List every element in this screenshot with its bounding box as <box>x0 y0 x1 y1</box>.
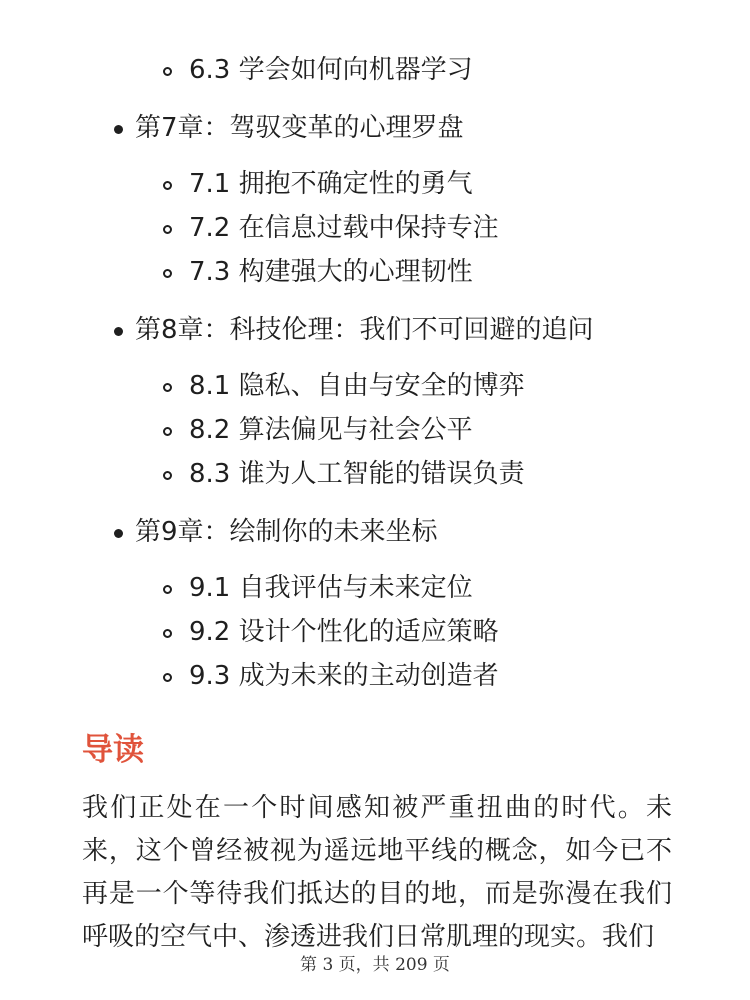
toc-subsection-8-1[interactable]: 8.1 隐私、自由与安全的博弈 <box>189 371 525 401</box>
list-bullet-circle <box>163 585 172 594</box>
toc-subsection-9-1[interactable]: 9.1 自我评估与未来定位 <box>189 573 473 603</box>
list-bullet-circle <box>163 269 172 278</box>
list-bullet-circle <box>163 673 172 682</box>
toc-subsection-8-3[interactable]: 8.3 谁为人工智能的错误负责 <box>189 459 525 489</box>
list-bullet-circle <box>163 471 172 480</box>
toc-subsection-7-1[interactable]: 7.1 拥抱不确定性的勇气 <box>189 169 473 199</box>
list-bullet-disc <box>114 125 123 134</box>
toc-subsection-8-2[interactable]: 8.2 算法偏见与社会公平 <box>189 415 473 445</box>
list-bullet-disc <box>114 327 123 336</box>
toc-chapter-7[interactable]: 第7章：驾驭变革的心理罗盘 <box>135 113 464 143</box>
page-footer: 第 3 页，共 209 页 <box>300 955 450 975</box>
list-bullet-circle <box>163 383 172 392</box>
list-bullet-disc <box>114 529 123 538</box>
list-bullet-circle <box>163 629 172 638</box>
toc-subsection-9-2[interactable]: 9.2 设计个性化的适应策略 <box>189 617 499 647</box>
section-heading: 导读 <box>82 732 144 768</box>
toc-chapter-8[interactable]: 第8章：科技伦理：我们不可回避的追问 <box>135 315 594 345</box>
list-bullet-circle <box>163 225 172 234</box>
toc-chapter-9[interactable]: 第9章：绘制你的未来坐标 <box>135 517 438 547</box>
toc-subsection-7-3[interactable]: 7.3 构建强大的心理韧性 <box>189 257 473 287</box>
toc-subsection-6-3[interactable]: 6.3 学会如何向机器学习 <box>189 55 473 85</box>
toc-subsection-7-2[interactable]: 7.2 在信息过载中保持专注 <box>189 213 499 243</box>
toc-subsection-9-3[interactable]: 9.3 成为未来的主动创造者 <box>189 661 499 691</box>
list-bullet-circle <box>163 67 172 76</box>
list-bullet-circle <box>163 181 172 190</box>
list-bullet-circle <box>163 427 172 436</box>
intro-paragraph: 我们正处在一个时间感知被严重扭曲的时代。未来，这个曾经被视为遥远地平线的概念，如今已不再是一个等待我们抵达的目的地，而是弥漫在我们呼吸的空气中、渗透进我们日常肌理的现实。我们 <box>82 793 672 952</box>
